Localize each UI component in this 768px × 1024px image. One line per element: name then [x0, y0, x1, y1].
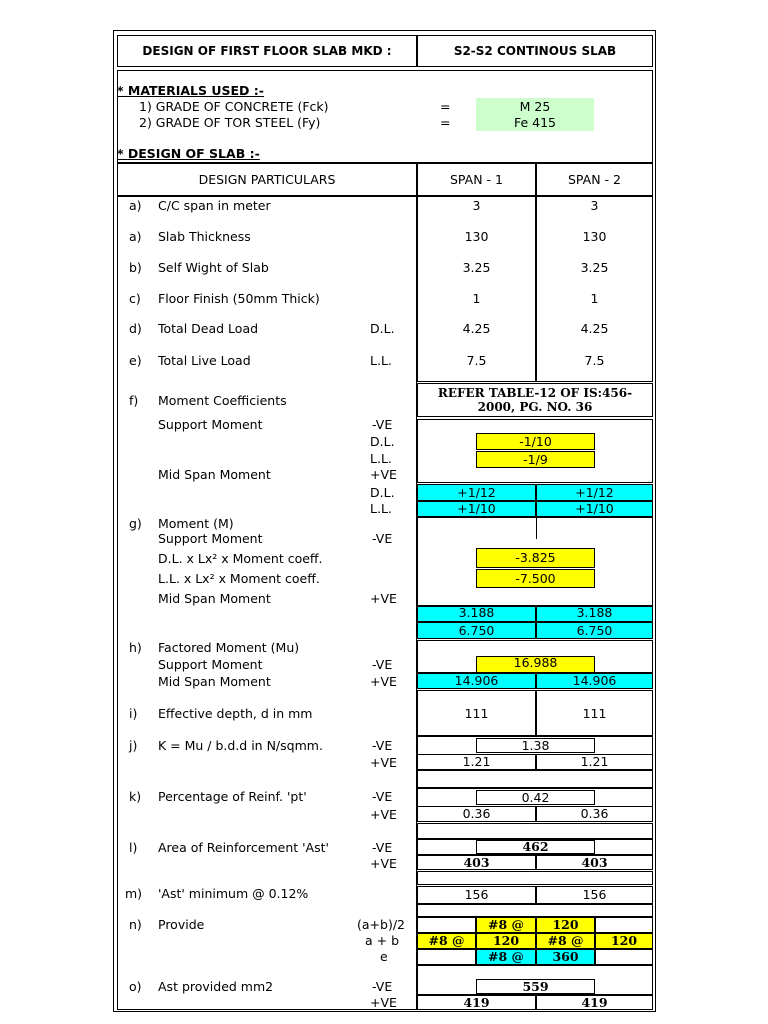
k-mid-span1: 1.21	[417, 754, 536, 770]
ast-mid-span1: 403	[417, 855, 536, 870]
row-label: Provide	[158, 917, 205, 932]
row-label: Total Live Load	[158, 353, 251, 368]
row-index: b)	[129, 260, 142, 275]
astprov-support: 559	[476, 979, 595, 994]
spacer-box	[417, 823, 653, 839]
row-index: e)	[129, 353, 142, 368]
row-index: l)	[129, 840, 138, 855]
span2-value: 7.5	[584, 353, 605, 368]
row-label: Slab Thickness	[158, 229, 251, 244]
pt-support: 0.42	[476, 790, 595, 805]
row-tag: D.L.	[370, 321, 395, 336]
row-index: i)	[129, 706, 138, 721]
factored-mid-span1: 14.906	[417, 673, 536, 689]
row-label: Total Dead Load	[158, 321, 259, 336]
factored-support: 16.988	[476, 656, 595, 673]
sub-label: Mid Span Moment	[158, 674, 271, 689]
row-index: g)	[129, 516, 142, 531]
provide-row1-left	[417, 917, 476, 933]
span2-value: 111	[582, 706, 607, 721]
support-moment-dl: -3.825	[476, 548, 595, 568]
span1-value: 3.25	[462, 260, 491, 275]
span2-value: 3	[590, 198, 599, 213]
row-label: K = Mu / b.d.d in N/sqmm.	[158, 738, 323, 753]
sign-tag: +VE	[370, 674, 397, 689]
load-tag: D.L.	[370, 434, 395, 449]
row-label: Percentage of Reinf. 'pt'	[158, 789, 307, 804]
row-index: n)	[129, 917, 142, 932]
support-coeff-ll: -1/9	[476, 451, 595, 468]
support-coeff-dl: -1/10	[476, 433, 595, 450]
sign-tag: -VE	[372, 657, 393, 672]
mid-moment-ll-span1: 6.750	[417, 622, 536, 639]
sub-label: Mid Span Moment	[158, 591, 271, 606]
provide-tag: e	[380, 949, 388, 964]
provide-spacing-r2a: 120	[476, 933, 536, 949]
span1-value: 7.5	[466, 353, 487, 368]
sign-tag: +VE	[370, 755, 397, 770]
astprov-mid-span1: 419	[417, 995, 536, 1010]
span2-value: 1	[590, 291, 599, 306]
concrete-grade-value: M 25	[476, 98, 594, 115]
row-label: Factored Moment (Mu)	[158, 640, 300, 655]
spacer-box	[417, 770, 653, 788]
sign-tag: +VE	[370, 995, 397, 1010]
load-tag: L.L.	[370, 451, 392, 466]
provide-row3-right	[595, 949, 653, 965]
provide-tag: a + b	[365, 933, 400, 948]
spacer-box	[417, 871, 653, 885]
provide-spacing-r2b: 120	[595, 933, 653, 949]
row-index: o)	[129, 979, 142, 994]
support-moment-ll: -7.500	[476, 569, 595, 588]
provide-bar-r1: #8 @	[476, 917, 536, 933]
col-span2-label: SPAN - 2	[568, 172, 621, 187]
factored-mid-span2: 14.906	[536, 673, 653, 689]
load-tag: L.L.	[370, 501, 392, 516]
k-mid-span2: 1.21	[536, 754, 653, 770]
sign-tag: -VE	[372, 738, 393, 753]
materials-heading: * MATERIALS USED :-	[117, 83, 264, 98]
mid-moment-dl-span1: 3.188	[417, 606, 536, 622]
span2-value: 156	[582, 887, 607, 902]
k-support: 1.38	[476, 738, 595, 753]
col-span1-label: SPAN - 1	[450, 172, 503, 187]
provide-spacing-r3: 360	[536, 949, 595, 965]
mid-coeff-ll-span1: +1/10	[417, 501, 536, 517]
row-label: 'Ast' minimum @ 0.12%	[158, 886, 309, 901]
span2-value: 4.25	[580, 321, 609, 336]
row-index: c)	[129, 291, 141, 306]
sign-tag: +VE	[370, 467, 397, 482]
sub-label: Support Moment	[158, 657, 263, 672]
member-name: S2-S2 CONTINOUS SLAB	[453, 44, 617, 58]
row-tag: L.L.	[370, 353, 392, 368]
row-index: j)	[129, 738, 138, 753]
sub-label: Mid Span Moment	[158, 467, 271, 482]
steel-grade-value: Fe 415	[476, 114, 594, 131]
row-index: f)	[129, 393, 139, 408]
row-label: Effective depth, d in mm	[158, 706, 313, 721]
row-label: Floor Finish (50mm Thick)	[158, 291, 320, 306]
row-index: k)	[129, 789, 142, 804]
span1-value: 111	[464, 706, 489, 721]
pt-mid-span2: 0.36	[536, 806, 653, 822]
mid-coeff-dl-span2: +1/12	[536, 484, 653, 501]
row-label: Self Wight of Slab	[158, 260, 269, 275]
provide-row1-right	[595, 917, 653, 933]
row-index: m)	[125, 886, 143, 901]
row-label: C/C span in meter	[158, 198, 271, 213]
provide-bar-r2a: #8 @	[417, 933, 476, 949]
load-tag: D.L.	[370, 485, 395, 500]
row-index: h)	[129, 640, 142, 655]
provide-bar-r3: #8 @	[476, 949, 536, 965]
sign-tag: +VE	[370, 856, 397, 871]
sign-tag: -VE	[372, 979, 393, 994]
mid-coeff-ll-span2: +1/10	[536, 501, 653, 517]
span2-value: 3.25	[580, 260, 609, 275]
row-index: d)	[129, 321, 142, 336]
span1-value: 3	[472, 198, 481, 213]
page-title: DESIGN OF FIRST FLOOR SLAB MKD :	[142, 44, 392, 58]
sign-tag: +VE	[370, 591, 397, 606]
provide-box	[417, 904, 653, 917]
divider	[536, 517, 537, 539]
row-label: Area of Reinforcement 'Ast'	[158, 840, 329, 855]
row-label: Ast provided mm2	[158, 979, 274, 994]
concrete-grade-label: 1) GRADE OF CONCRETE (Fck)	[139, 99, 329, 114]
span1-value: 4.25	[462, 321, 491, 336]
row-index: a)	[129, 198, 142, 213]
sign-tag: -VE	[372, 840, 393, 855]
span2-value: 130	[582, 229, 607, 244]
formula-label: L.L. x Lx² x Moment coeff.	[158, 571, 320, 586]
steel-grade-label: 2) GRADE OF TOR STEEL (Fy)	[139, 115, 321, 130]
ast-mid-span2: 403	[536, 855, 653, 870]
provide-spacing-r1: 120	[536, 917, 595, 933]
formula-label: D.L. x Lx² x Moment coeff.	[158, 551, 323, 566]
sign-tag: +VE	[370, 807, 397, 822]
sub-label: Support Moment	[158, 531, 263, 546]
row-label: Moment (M)	[158, 516, 234, 531]
row-index: a)	[129, 229, 142, 244]
mid-moment-dl-span2: 3.188	[536, 606, 653, 622]
span1-value: 130	[464, 229, 489, 244]
col-particulars-label: DESIGN PARTICULARS	[198, 172, 336, 187]
provide-bar-r2b: #8 @	[536, 933, 595, 949]
span1-value: 156	[464, 887, 489, 902]
ast-support: 462	[476, 840, 595, 854]
mid-coeff-dl-span1: +1/12	[417, 484, 536, 501]
astprov-mid-span2: 419	[536, 995, 653, 1010]
refer-note: REFER TABLE-12 OF IS:456-2000, PG. NO. 36	[437, 386, 633, 414]
mid-moment-ll-span2: 6.750	[536, 622, 653, 639]
row-label: Moment Coefficients	[158, 393, 287, 408]
sign-tag: -VE	[372, 789, 393, 804]
sign-tag: -VE	[372, 531, 393, 546]
design-heading: * DESIGN OF SLAB :-	[117, 146, 260, 161]
provide-row3-left	[417, 949, 476, 965]
steel-grade-eq: =	[440, 115, 451, 130]
sub-label: Support Moment	[158, 417, 263, 432]
concrete-grade-eq: =	[440, 99, 451, 114]
span1-value: 1	[472, 291, 481, 306]
pt-mid-span1: 0.36	[417, 806, 536, 822]
provide-tag: (a+b)/2	[357, 917, 405, 932]
sign-tag: -VE	[372, 417, 393, 432]
